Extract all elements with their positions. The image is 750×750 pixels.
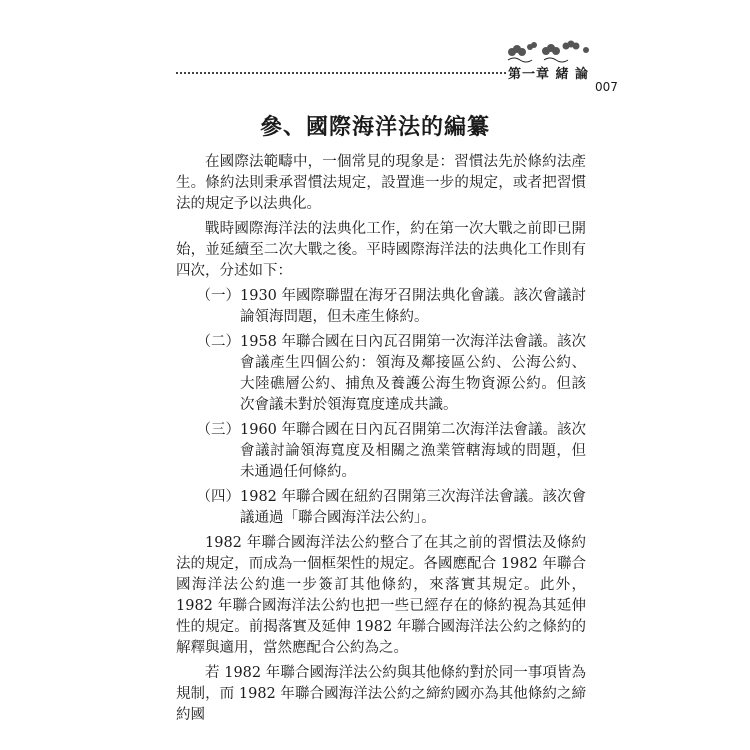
page-number: 007 — [595, 80, 618, 94]
list-item — [176, 286, 586, 328]
codification-list — [176, 286, 586, 529]
flower-ornament-icon — [500, 38, 596, 64]
paragraph: 在國際法範疇中，一個常見的現象是：習慣法先於條約法產生。條約法則秉承習慣法規定，設置進一步的規定，或者把習慣法的規定予以法典化。 — [176, 154, 586, 212]
list-marker: （三） — [196, 422, 240, 438]
list-item — [176, 332, 586, 416]
list-text: 1958 年聯合國在日內瓦召開第一次海洋法會議。該次會議產生四個公約：領海及鄰接區公約、公海公約、大陸礁層公約、捕魚及養護公海生物資源公約。但該次會議未對於領海寬度達成共識。 — [240, 334, 587, 413]
list-marker: （四） — [196, 489, 240, 505]
paragraph: 若 1982 年聯合國海洋法公約與其他條約對於同一事項皆為規制，而 1982 年聯合國海洋法公約之締約國亦為其他條約之締約國 — [176, 665, 586, 723]
list-text: 1960 年聯合國在日內瓦召開第二次海洋法會議。該次會議討論領海寬度及相關之漁業管轄海域的問題，但未通過任何條約。 — [240, 422, 587, 480]
body-text — [176, 152, 586, 730]
paragraph: 1982 年聯合國海洋法公約整合了在其之前的習慣法及條約法的規定，而成為一個框架性的規定。各國應配合 1982 年聯合國海洋法公約進一步簽訂其他條約，來落實其規定。此外，1982 年聯合國海洋法公約也把一些已經存在的條約視為其延伸性的規定。前揭落實及延伸 1982 年聯合國海洋法公約之條約的解釋與適用，當然應配合公約為之。 — [176, 535, 586, 656]
chapter-label: 第一章 緒 論 — [508, 67, 590, 82]
list-item — [176, 420, 586, 483]
header-rule — [176, 72, 506, 74]
list-text: 1930 年國際聯盟在海牙召開法典化會議。該次會議討論領海問題，但未產生條約。 — [240, 288, 587, 325]
list-marker: （一） — [196, 288, 240, 304]
list-item — [176, 487, 586, 529]
paragraph: 戰時國際海洋法的法典化工作，約在第一次大戰之前即已開始，並延續至二次大戰之後。平時國際海洋法的法典化工作則有四次，分述如下： — [176, 221, 586, 279]
list-marker: （二） — [196, 334, 240, 350]
list-text: 1982 年聯合國在紐約召開第三次海洋法會議。該次會議通過「聯合國海洋法公約」。 — [240, 489, 587, 526]
section-title: 參、國際海洋法的編纂 — [259, 114, 490, 140]
